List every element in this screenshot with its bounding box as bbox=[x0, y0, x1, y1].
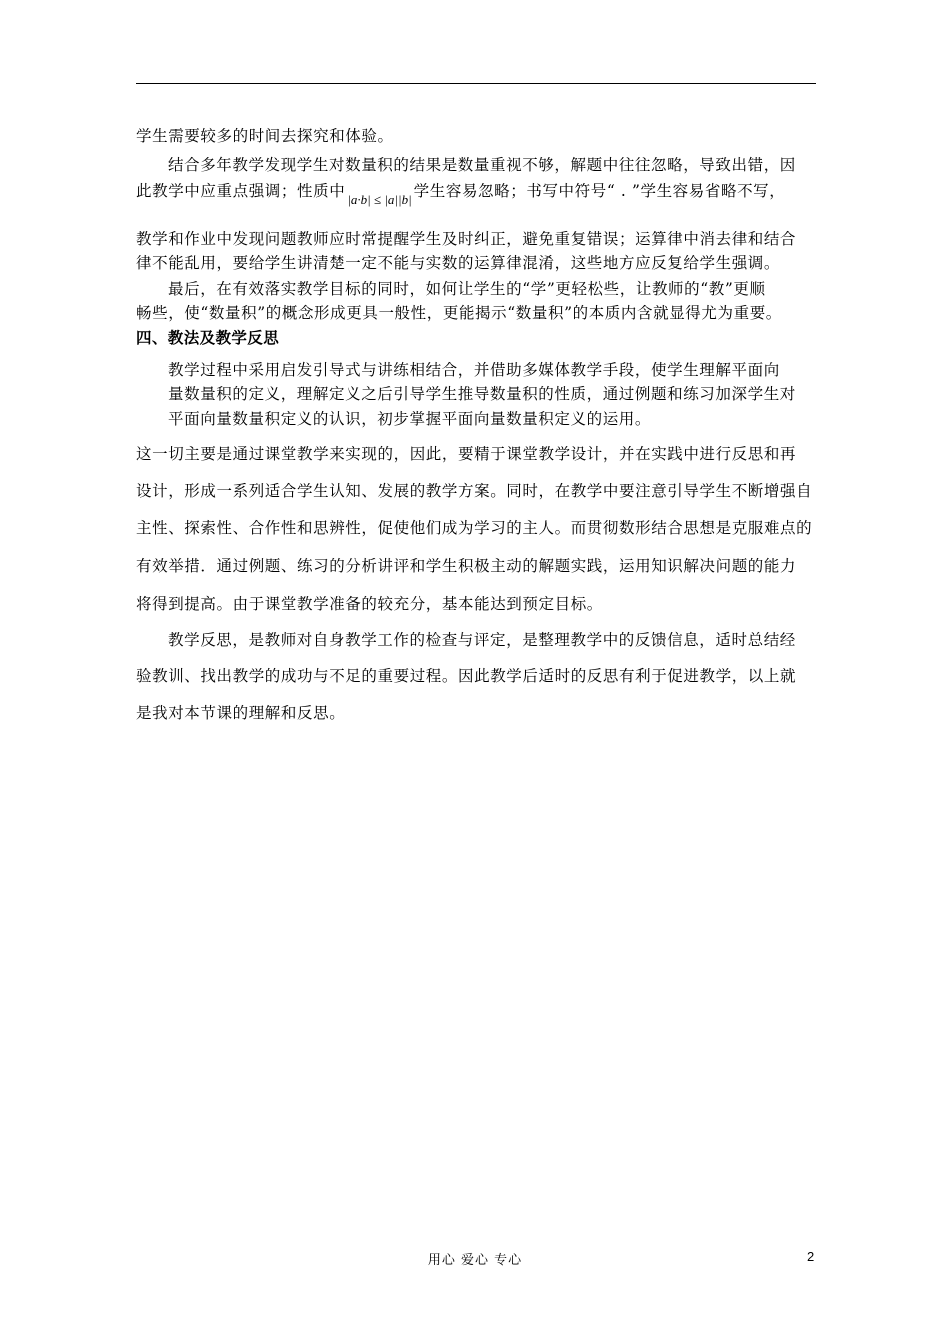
paragraph-line: 是我对本节课的理解和反思。 bbox=[136, 704, 346, 722]
section-heading: 四、教法及教学反思 bbox=[136, 328, 280, 347]
paragraph-line: 教学反思，是教师对自身教学工作的检查与评定，是整理教学中的反馈信息，适时总结经 bbox=[168, 631, 796, 649]
paragraph-line: 教学过程中采用启发引导式与讲练相结合，并借助多媒体教学手段，使学生理解平面向 bbox=[168, 361, 780, 379]
paragraph-line: 律不能乱用，要给学生讲清楚一定不能与实数的运算律混淆，这些地方应反复给学生强调。 bbox=[136, 254, 781, 272]
paragraph-line: 平面向量数量积定义的认识，初步掌握平面向量数量积定义的运用。 bbox=[168, 410, 652, 428]
paragraph-line: 最后，在有效落实教学目标的同时，如何让学生的“学”更轻松些，让教师的“教”更顺 bbox=[168, 280, 766, 298]
paragraph-line: 将得到提高。由于课堂教学准备的较充分，基本能达到预定目标。 bbox=[136, 595, 603, 613]
paragraph-line: 验教训、找出教学的成功与不足的重要过程。因此教学后适时的反思有利于促进教学，以上就 bbox=[136, 667, 797, 685]
paragraph-line: 畅些，使“数量积”的概念形成更具一般性，更能揭示“数量积”的本质内含就显得尤为重要。 bbox=[136, 304, 782, 322]
paragraph-line: 这一切主要是通过课堂教学来实现的，因此，要精于课堂教学设计，并在实践中进行反思和再 bbox=[136, 445, 797, 463]
text-run: 学生容易忽略；书写中符号“ . ”学生容易省略不写， bbox=[413, 182, 786, 200]
paragraph-line bbox=[136, 181, 816, 210]
header-rule bbox=[136, 83, 816, 84]
paragraph-line: 设计，形成一系列适合学生认知、发展的教学方案。同时，在教学中要注意引导学生不断增强自 bbox=[136, 482, 813, 500]
paragraph-line: 有效举措．通过例题、练习的分析讲评和学生积极主动的解题实践，运用知识解决问题的能力 bbox=[136, 557, 797, 575]
paragraph-line: 量数量积的定义，理解定义之后引导学生推导数量积的性质，通过例题和练习加深学生对 bbox=[168, 385, 796, 403]
text-run: 此教学中应重点强调；性质中 bbox=[136, 182, 346, 200]
page-number: 2 bbox=[807, 1249, 815, 1264]
vector-inequality-formula: |a·b| ≤ |a||b| bbox=[347, 192, 412, 207]
paragraph-line: 学生需要较多的时间去探究和体验。 bbox=[136, 127, 394, 145]
footer-text: 用心 爱心 专心 bbox=[427, 1253, 523, 1268]
paragraph-line: 教学和作业中发现问题教师应时常提醒学生及时纠正，避免重复错误；运算律中消去律和结合 bbox=[136, 230, 797, 248]
paragraph-line: 结合多年教学发现学生对数量积的结果是数量重视不够，解题中往往忽略，导致出错，因 bbox=[168, 156, 796, 174]
paragraph-line: 主性、探索性、合作性和思辨性，促使他们成为学习的主人。而贯彻数形结合思想是克服难点的 bbox=[136, 519, 813, 537]
